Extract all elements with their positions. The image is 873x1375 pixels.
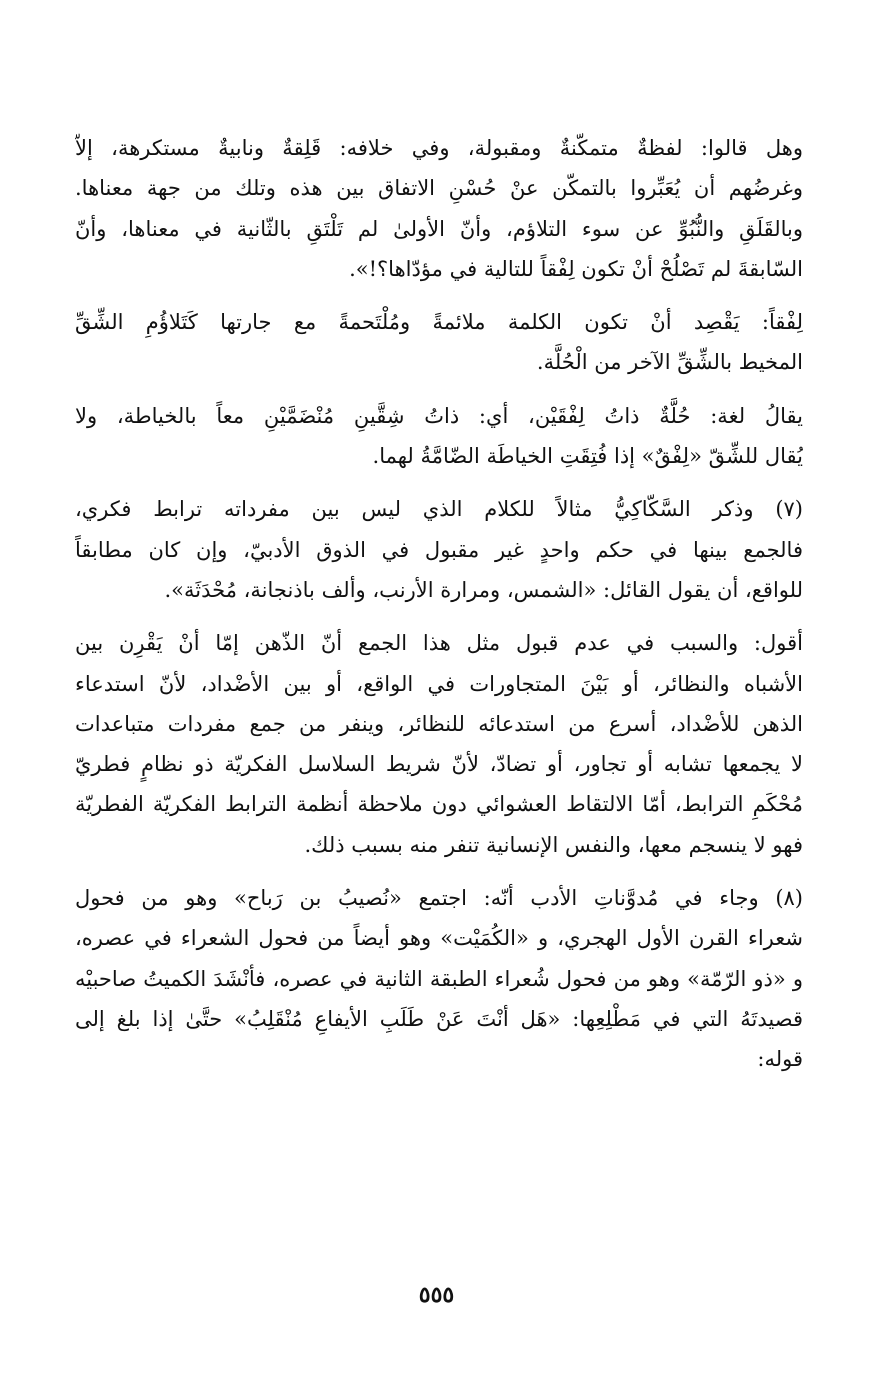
text-line: أقول: والسبب في عدم قبول مثل هذا الجمع أنّ الذّهن إمّا أنْ يَقْرِن بين — [75, 631, 803, 656]
text-line: للواقع، أن يقول القائل: «الشمس، ومرارة الأرنب، وألف باذنجانة، مُحْدَثَة». — [164, 577, 803, 602]
text-line: الأشباه والنظائر، أو بَيْنَ المتجاورات في الواقع، أو بين الأضْداد، لأنّ استدعاء — [75, 671, 803, 696]
paragraph — [75, 302, 803, 383]
paragraph — [75, 489, 803, 610]
text-line: الذهن للأضْداد، أسرع من استدعائه للنظائر، وينفر من جمع مفردات متباعدات — [75, 711, 803, 736]
text-line: قصيدتَهُ التي في مَطْلِعِها: «هَل أنْتَ عَنْ طَلَبِ الأيفاعِ مُنْقَلِبُ» حتَّىٰ إذا بلغ إلى — [75, 1006, 803, 1031]
paragraph — [75, 396, 803, 477]
text-line: وبالقَلَقِ والنُّبُوِّ عن سوء التلاؤم، وأنّ الأولىٰ لم تَلْتَقِ بالثّانية في معناها، وأنّ — [75, 216, 803, 241]
text-line: قوله: — [757, 1047, 803, 1072]
text-line: فهو لا ينسجم معها، والنفس الإنسانية تنفر منه بسبب ذلك. — [304, 832, 803, 857]
text-line: السّابقةَ لم تَصْلُحْ أنْ تكون لِفْقاً للتالية في مؤدّاها؟!». — [349, 256, 803, 281]
text-line: شعراء القرن الأول الهجري، و «الكُمَيْت» وهو أيضاً من فحول الشعراء في عصره، — [75, 926, 803, 951]
paragraph — [75, 623, 803, 865]
text-line: و «ذو الرّمّة» وهو من فحول شُعراء الطبقة الثانية في عصره، فأنْشَدَ الكميتُ صاحبيْه — [75, 966, 803, 991]
paragraph — [75, 878, 803, 1079]
page-body — [75, 128, 803, 1080]
text-line: مُحْكَمِ الترابط، أمّا الالتقاط العشوائي دون ملاحظة أنظمة الترابط الفكريّة الفطريّة — [75, 792, 803, 817]
text-line: يُقال للشِّقّ «لِفْقٌ» إذا فُتِقَتِ الخياطَة الضّامَّةُ لهما. — [372, 444, 803, 469]
text-line: المخيط بالشِّقِّ الآخر من الْحُلَّة. — [536, 350, 803, 375]
text-line: (٧) وذكر السَّكّاكِيُّ مثالاً للكلام الذي ليس بين مفرداته ترابط فكري، — [75, 497, 803, 522]
text-line: وهل قالوا: لفظةٌ متمكّنةٌ ومقبولة، وفي خلافه: قَلِقةٌ ونابيةٌ مستكرهة، إلاّ — [75, 136, 803, 160]
text-line: لا يجمعها تشابه أو تجاور، أو تضادّ، لأنّ شريط السلاسل الفكريّة ذو نظامٍ فطريّ — [75, 752, 803, 777]
text-line: يقالُ لغة: حُلَّةٌ ذاتُ لِفْقَيْن، أي: ذاتُ شِقَّينِ مُنْضَمَّيْنِ معاً بالخياطة، ولا — [75, 403, 803, 428]
text-line: وغرضُهم أن يُعَبِّروا بالتمكّن عنْ حُسْنِ الاتفاق بين هذه وتلك من جهة معناها. — [75, 176, 803, 201]
text-line: لِفْقاً: يَقْصِد أنْ تكون الكلمة ملائمةً ومُلْتَحمةً مع جارتها كَتَلاؤُمِ الشِّقِّ — [75, 310, 803, 335]
paragraph — [75, 128, 803, 289]
page-number: ٥٥٥ — [418, 1282, 455, 1308]
text-line: فالجمع بينها في حكم واحدٍ غير مقبول في الذوق الأدبيّ، وإن كان مطابقاً — [75, 537, 803, 562]
text-line: (٨) وجاء في مُدوَّناتِ الأدب أنّه: اجتمع «نُصيبُ بن رَباح» وهو من فحول — [75, 886, 803, 911]
